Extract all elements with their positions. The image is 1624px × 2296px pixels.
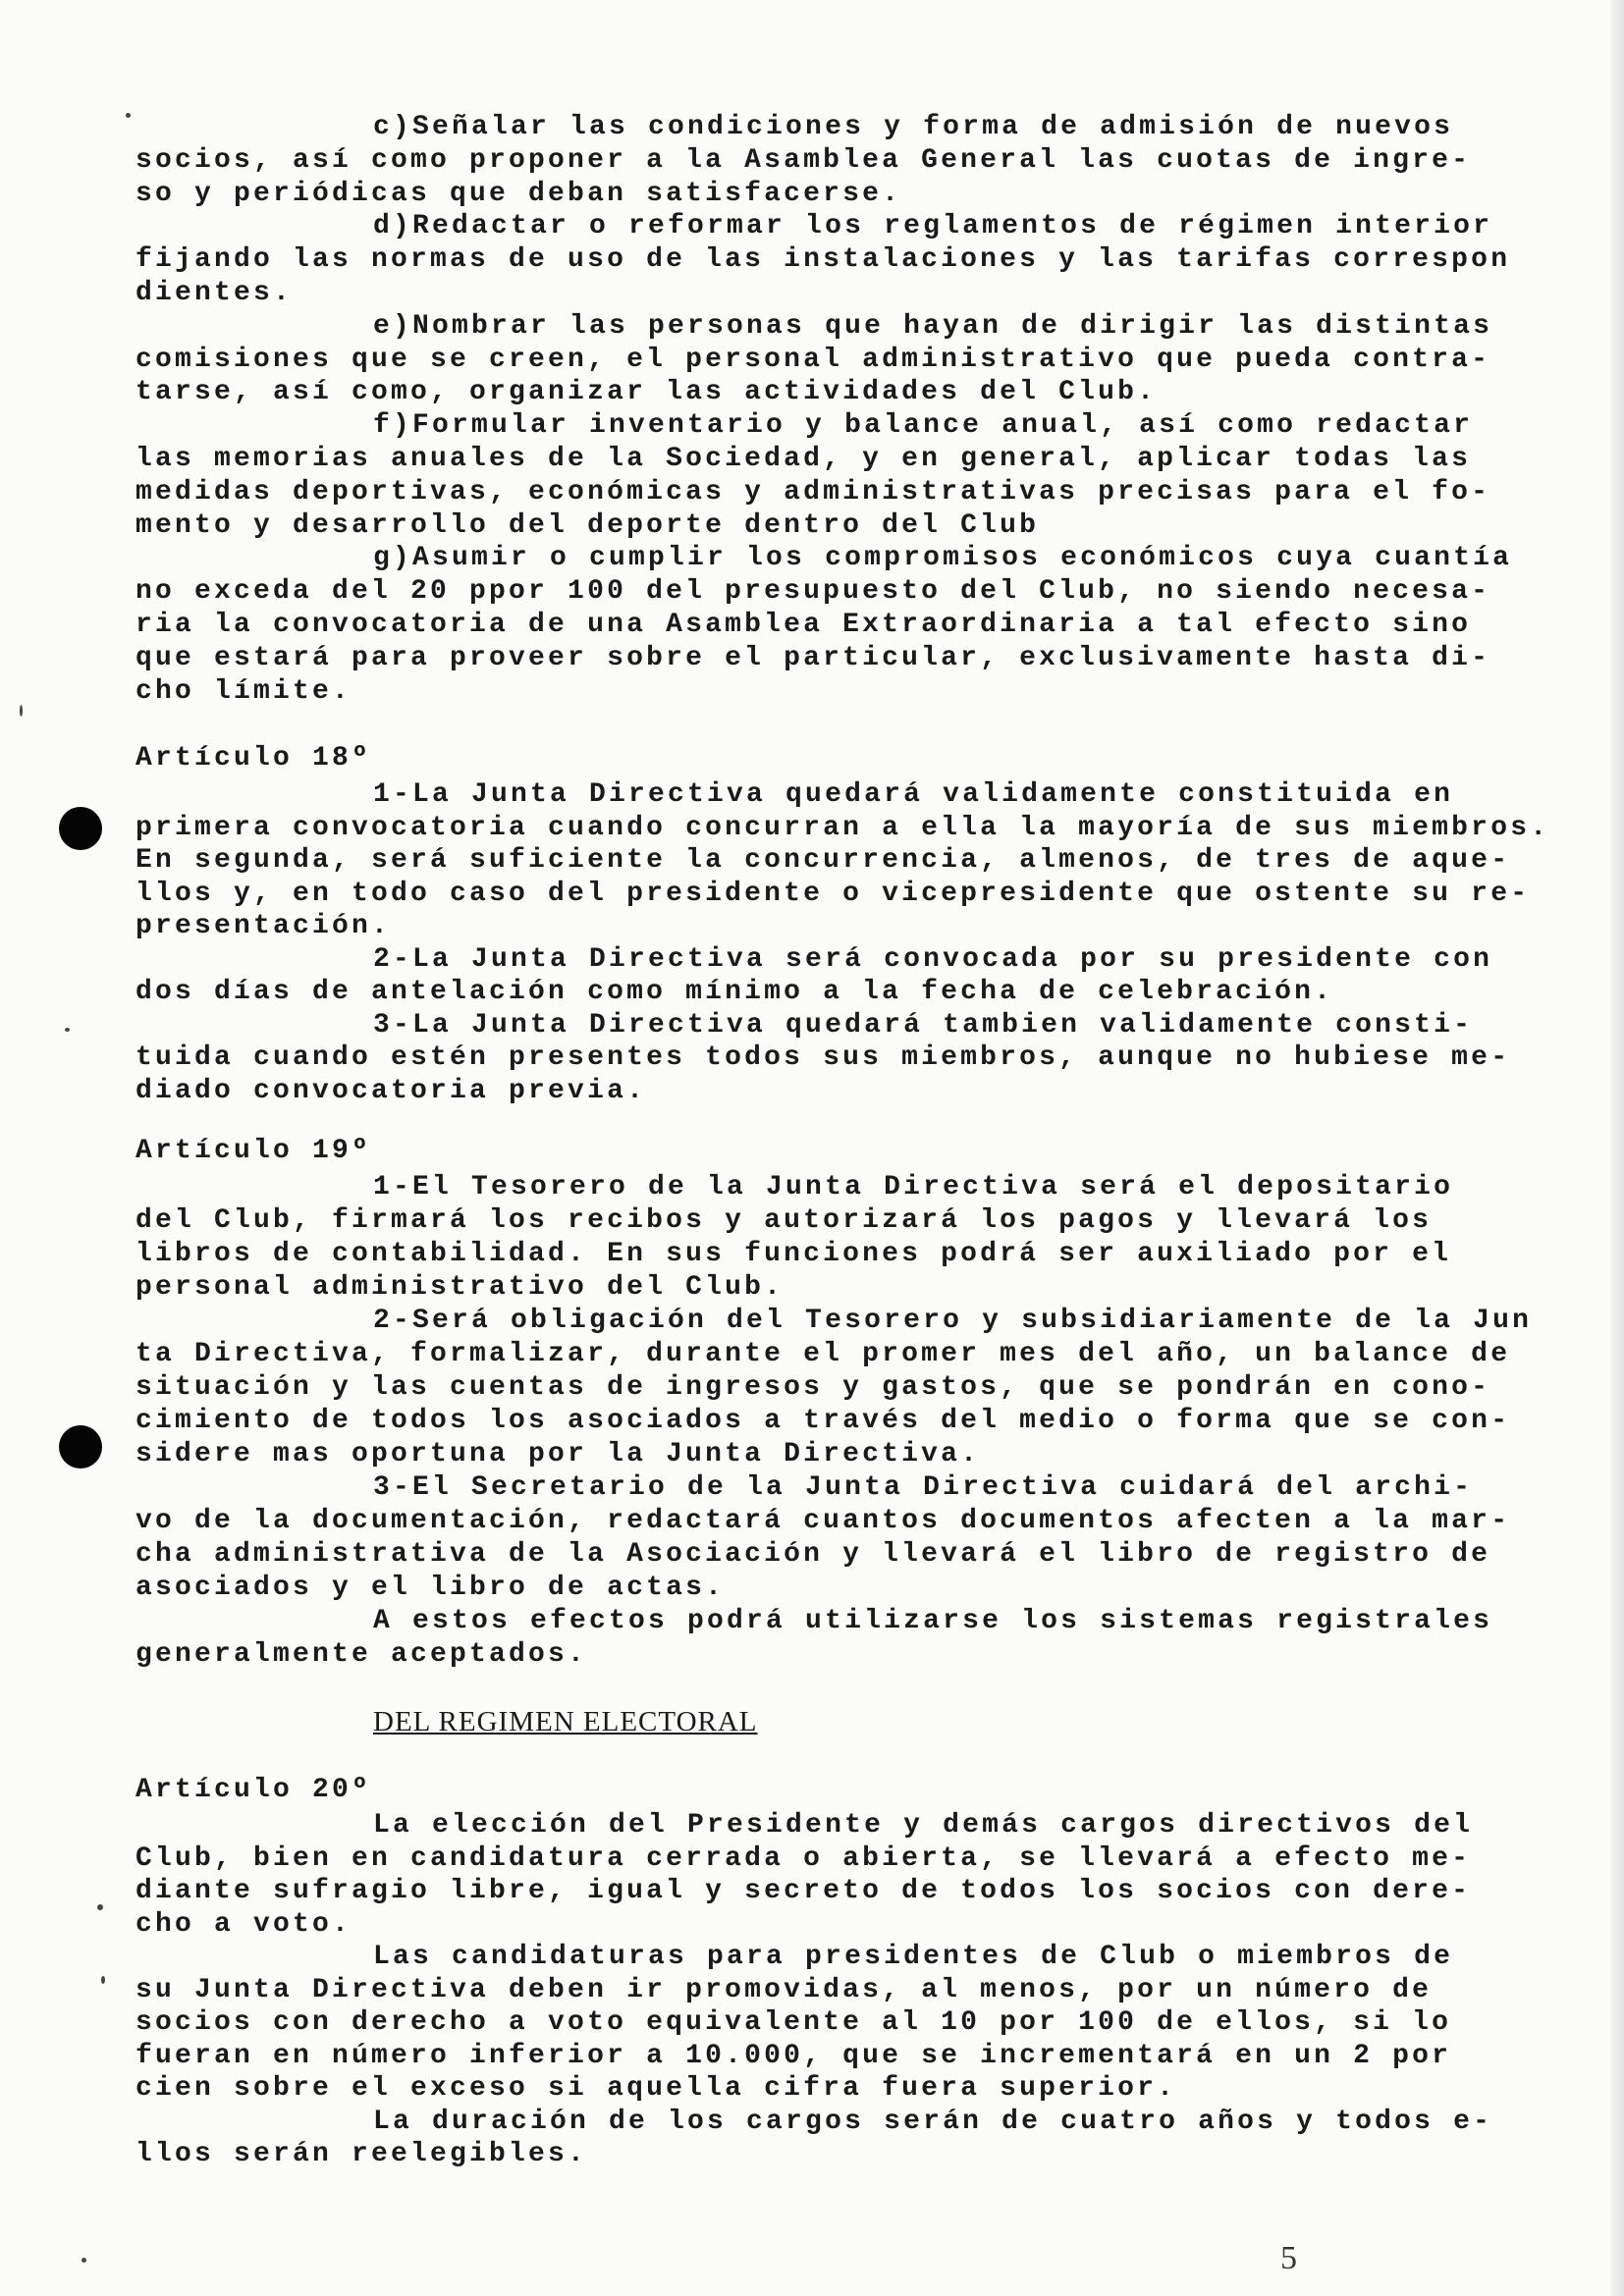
text-line: socios, así como proponer a la Asamblea General las cuotas de ingre- — [135, 144, 1472, 176]
section-title-regimen-electoral: DEL REGIMEN ELECTORAL — [373, 1706, 758, 1737]
text-line: 1-La Junta Directiva quedará validamente constituida en — [373, 779, 1454, 810]
text-line: situación y las cuentas de ingresos y gastos, que se pondrán en cono- — [135, 1372, 1491, 1403]
text-line: dientes. — [135, 278, 294, 308]
text-line: tarse, así como, organizar las actividades del Club. — [135, 377, 1158, 408]
text-line: cho límite. — [135, 675, 352, 707]
text-line: llos serán reelegibles. — [135, 2139, 588, 2169]
text-line: primera convocatoria cuando concurran a ella la mayoría de sus miembros. — [135, 812, 1550, 843]
text-line: d)Redactar o reformar los reglamentos de régimen interior — [373, 211, 1493, 242]
text-line: dos días de antelación como mínimo a la fecha de celebración. — [135, 977, 1334, 1007]
text-line: que estará para proveer sobre el particular, exclusivamente hasta di- — [135, 642, 1491, 673]
text-line: medidas deportivas, económicas y administrativas precisas para el fo- — [135, 476, 1491, 507]
punch-hole-upper — [59, 807, 102, 850]
punch-hole-lower — [59, 1425, 102, 1468]
text-line: cha administrativa de la Asociación y llevará el libro de registro de — [135, 1539, 1491, 1570]
text-line: cimiento de todos los asociados a través del medio o forma que se con- — [135, 1406, 1511, 1436]
text-line: libros de contabilidad. En sus funciones podrá ser auxiliado por el — [135, 1239, 1452, 1269]
article-18-heading: Artículo 18º — [135, 743, 372, 774]
text-line: fueran en número inferior a 10.000, que se incrementará en un 2 por — [135, 2040, 1452, 2071]
text-line: La duración de los cargos serán de cuatro años y todos e- — [373, 2106, 1493, 2137]
text-line: mento y desarrollo del deporte dentro del Club — [135, 509, 1040, 541]
scan-speck — [126, 113, 131, 118]
text-line: no exceda del 20 ppor 100 del presupuesto del Club, no siendo necesa- — [135, 576, 1491, 608]
text-line: Club, bien en candidatura cerrada o abierta, se llevará a efecto me- — [135, 1842, 1472, 1874]
text-line: 3-El Secretario de la Junta Directiva cuidará del archi- — [373, 1472, 1474, 1503]
text-line: vo de la documentación, redactará cuantos documentos afecten a la mar- — [135, 1506, 1511, 1536]
text-line: g)Asumir o cumplir los compromisos económicos cuya cuantía — [373, 543, 1513, 574]
scan-speck — [97, 1904, 103, 1910]
article-20-heading: Artículo 20º — [135, 1775, 372, 1805]
text-line: del Club, firmará los recibos y autorizará los pagos y llevará los — [135, 1205, 1433, 1236]
text-line: c)Señalar las condiciones y forma de admisión de nuevos — [373, 112, 1454, 142]
text-line: asociados y el libro de actas. — [135, 1573, 726, 1603]
text-line: su Junta Directiva deben ir promovidas, al menos, por un número de — [135, 1974, 1433, 2005]
text-line: ria la convocatoria de una Asamblea Extraordinaria a tal efecto sino — [135, 610, 1472, 640]
text-line: llos y, en todo caso del presidente o vicepresidente que ostente su re- — [135, 878, 1531, 909]
scan-speck — [20, 705, 23, 717]
text-line: Las candidaturas para presidentes de Club o miembros de — [373, 1942, 1454, 1972]
text-line: diante sufragio libre, igual y secreto de todos los socios con dere- — [135, 1876, 1472, 1906]
article-19-heading: Artículo 19º — [135, 1136, 372, 1166]
text-line: diado convocatoria previa. — [135, 1075, 647, 1106]
text-line: presentación. — [135, 911, 392, 941]
text-line: 1-El Tesorero de la Junta Directiva será el depositario — [373, 1172, 1454, 1202]
text-line: cho a voto. — [135, 1908, 352, 1940]
text-line: ta Directiva, formalizar, durante el promer mes del año, un balance de — [135, 1339, 1511, 1369]
text-line: A estos efectos podrá utilizarse los sistemas registrales — [373, 1606, 1493, 1636]
text-line: sidere mas oportuna por la Junta Directiva. — [135, 1439, 981, 1469]
text-line: 2-La Junta Directiva será convocada por su presidente con — [373, 943, 1493, 975]
text-line: fijando las normas de uso de las instalaciones y las tarifas correspon — [135, 244, 1511, 276]
page-number: 5 — [1280, 2240, 1297, 2276]
text-line: e)Nombrar las personas que hayan de dirigir las distintas — [373, 310, 1493, 342]
scan-speck — [65, 1028, 70, 1032]
text-line: tuida cuando estén presentes todos sus miembros, aunque no hubiese me- — [135, 1042, 1511, 1073]
text-line: cien sobre el exceso si aquella cifra fuera superior. — [135, 2073, 1177, 2104]
scan-speck — [101, 1976, 105, 1984]
text-line: 3-La Junta Directiva quedará tambien validamente consti- — [373, 1009, 1474, 1041]
scan-speck — [81, 2258, 86, 2263]
text-line: comisiones que se creen, el personal administrativo que pueda contra- — [135, 344, 1491, 375]
text-line: personal administrativo del Club. — [135, 1272, 785, 1303]
text-line: f)Formular inventario y balance anual, así como redactar — [373, 410, 1474, 442]
text-line: La elección del Presidente y demás cargos directivos del — [373, 1810, 1474, 1841]
text-line: En segunda, será suficiente la concurrencia, almenos, de tres de aque- — [135, 845, 1511, 876]
text-line: 2-Será obligación del Tesorero y subsidiariamente de la Jun — [373, 1306, 1533, 1336]
text-line: so y periódicas que deban satisfacerse. — [135, 178, 902, 209]
text-line: las memorias anuales de la Sociedad, y en general, aplicar todas las — [135, 444, 1472, 474]
text-line: generalmente aceptados. — [135, 1639, 588, 1670]
text-line: socios con derecho a voto equivalente al 10 por 100 de ellos, si lo — [135, 2007, 1452, 2038]
